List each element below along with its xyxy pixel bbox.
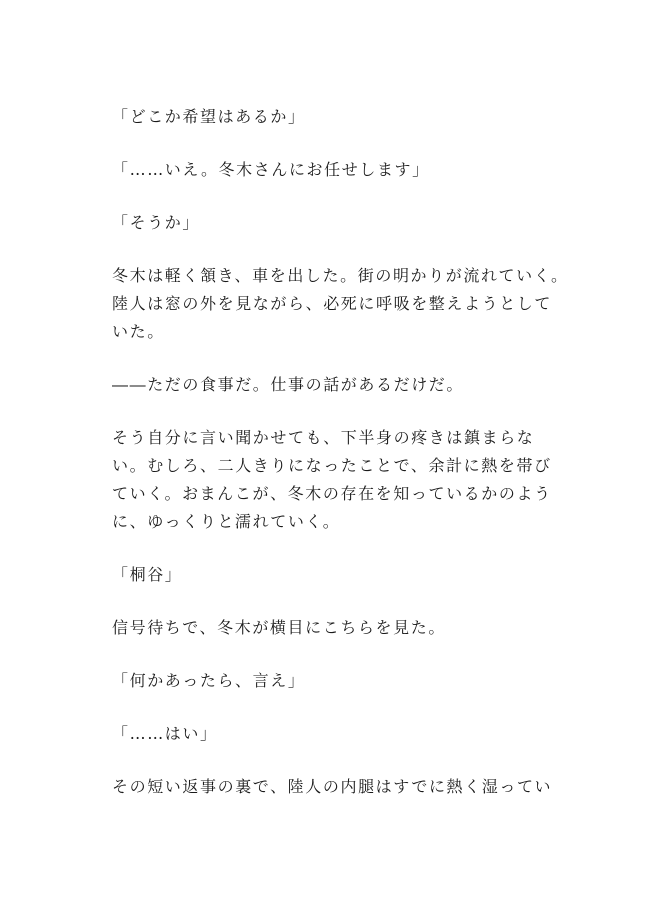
paragraph-line: 「何かあったら、言え」 xyxy=(112,671,306,690)
paragraph-line: 「……いえ。冬木さんにお任せします」 xyxy=(112,160,430,179)
paragraph-line: そう自分に言い聞かせても、下半身の疼きは鎮まらな xyxy=(112,428,535,447)
paragraph-line: 信号待ちで、冬木が横目にこちらを見た。 xyxy=(112,618,446,637)
paragraph-line: 「……はい」 xyxy=(112,724,218,743)
paragraph-line: に、ゆっくりと濡れていく。 xyxy=(112,512,341,531)
paragraph-line: ――ただの食事だ。仕事の話があるだけだ。 xyxy=(112,375,465,394)
paragraph-line: 陸人は窓の外を見ながら、必死に呼吸を整えようとして xyxy=(112,294,553,313)
paragraph-line: 「どこか希望はあるか」 xyxy=(112,107,306,126)
paragraph-line: いた。 xyxy=(112,322,165,341)
paragraph-line: 「桐谷」 xyxy=(112,565,183,584)
paragraph-line: その短い返事の裏で、陸人の内腿はすでに熱く湿ってい xyxy=(112,777,553,796)
paragraph-line: い。むしろ、二人きりになったことで、余計に熱を帯び xyxy=(112,456,552,475)
paragraph-line: ていく。おまんこが、冬木の存在を知っているかのよう xyxy=(112,484,552,503)
paragraph-line: 冬木は軽く頷き、車を出した。街の明かりが流れていく。 xyxy=(112,266,569,285)
paragraph-line: 「そうか」 xyxy=(112,213,201,232)
